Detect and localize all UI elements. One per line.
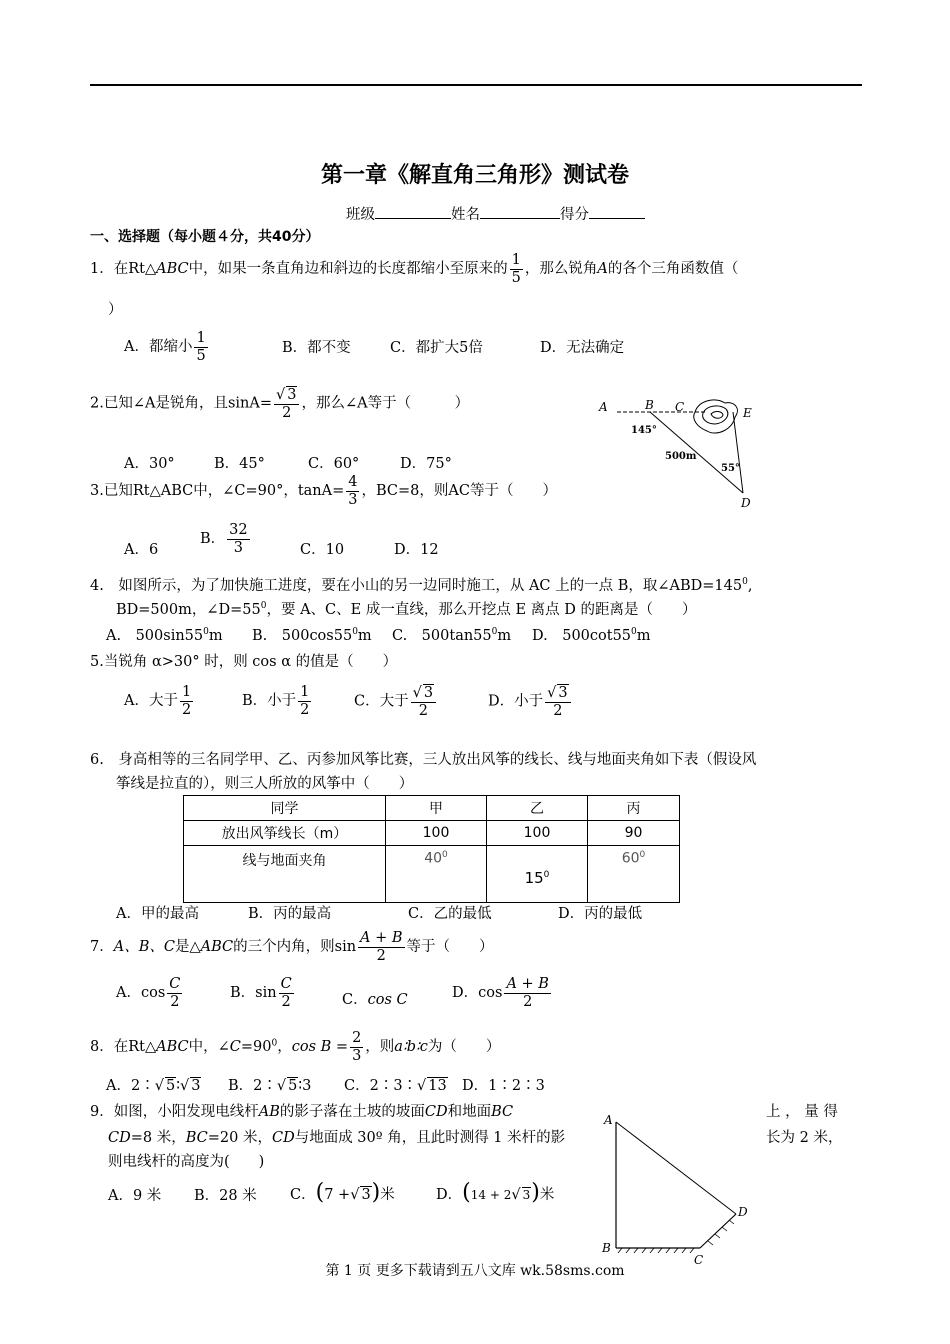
top-rule: [90, 84, 862, 86]
page-title: 第一章《解直角三角形》测试卷: [320, 163, 629, 188]
q8-option-a[interactable]: A．2∶√ 5∶√ 3: [106, 1078, 201, 1094]
opt-text: B．小于: [242, 693, 297, 710]
q4-text: ，要 A、C、E 成一直线，那么开挖点 E 离点 D 的距离是（ ）: [266, 602, 697, 618]
question-9-line-1: [90, 1100, 513, 1121]
frac-den: 3: [352, 1047, 362, 1064]
ratio: ∶: [298, 1078, 303, 1094]
frac-num: 2: [352, 1030, 362, 1046]
q8-text: 为（ ）: [427, 1039, 501, 1056]
degree: 0: [442, 850, 448, 860]
table-header: 同学: [184, 796, 386, 821]
three: 3: [302, 1078, 312, 1094]
q5-option-b[interactable]: [242, 684, 313, 718]
q2-option-b[interactable]: B．45°: [214, 456, 265, 472]
hill-contour: [694, 400, 738, 433]
q5-option-d[interactable]: [488, 684, 573, 719]
section-heading: 一、选择题（每小题４分，共40分）: [90, 229, 320, 245]
angle-value: 15: [524, 869, 544, 887]
q9-cd: CD: [424, 1104, 448, 1120]
frac-den: 2: [300, 701, 310, 718]
question-4-line-1: [90, 574, 752, 595]
unit: m: [208, 628, 223, 644]
unit: 米: [539, 1187, 555, 1203]
frac-num: 1: [181, 684, 192, 700]
q8-c: C: [229, 1039, 241, 1056]
frac-den: 2: [358, 947, 405, 965]
q3-text: 3.已知Rt△ABC中，∠C=90°，tanA=: [90, 483, 345, 500]
opt-text: D．: [436, 1187, 463, 1203]
frac-den: 3: [227, 539, 249, 557]
name-label: 姓名: [451, 207, 480, 223]
paren: (: [315, 1180, 325, 1205]
label-b: B: [602, 1241, 611, 1255]
q9-option-d[interactable]: D．(14 + 2√ 3)米: [436, 1180, 555, 1205]
opt-text: A. 500sin55: [106, 628, 204, 644]
q4-option-a[interactable]: [106, 624, 223, 645]
q1-opt-a-fraction: [194, 330, 207, 364]
q2-text: 2.已知∠A是锐角，且sinA=: [90, 395, 272, 412]
degree: 0: [203, 627, 209, 638]
table-cell: 90: [588, 821, 680, 846]
frac-den: 2: [181, 701, 192, 718]
q7-text: 等于（ ）: [406, 939, 494, 956]
sqrt: 3: [522, 1188, 531, 1202]
fraction: [545, 684, 570, 719]
q7-abc: ABC: [200, 939, 234, 956]
unit: m: [357, 628, 372, 644]
question-9-line-3: 则电线杆的高度为( ): [108, 1154, 265, 1170]
q6-option-b[interactable]: B．丙的最高: [248, 906, 332, 922]
degree: 0: [352, 627, 358, 638]
q8-option-b[interactable]: B．2∶√ 5∶3: [228, 1078, 312, 1094]
q9-option-a[interactable]: A．9 米: [108, 1188, 162, 1204]
q8-abc: ABC: [156, 1039, 189, 1056]
q9-bc: BC: [491, 1104, 514, 1120]
frac-num: C: [169, 976, 181, 992]
opt-text: C．: [342, 992, 368, 1008]
table-cell: 放出风筝线长（m）: [184, 821, 386, 846]
label-a: A: [599, 400, 608, 414]
q1-text: 中，如果一条直角边和斜边的长度都缩小至原来的: [188, 261, 508, 278]
q1-option-b[interactable]: B．都不变: [282, 340, 351, 356]
q6-option-d[interactable]: D．丙的最低: [558, 906, 643, 922]
opt-text: D．小于: [488, 693, 544, 710]
q4-option-b[interactable]: [252, 624, 372, 645]
unit: m: [497, 628, 512, 644]
q9-option-c[interactable]: C．(7 +√ 3)米: [290, 1180, 395, 1205]
question-5: 5.当锐角 α>30° 时，则 cos α 的值是（ ）: [90, 654, 398, 670]
sqrt: 3: [558, 685, 568, 701]
q1-option-d[interactable]: D．无法确定: [540, 340, 625, 356]
label-d: D: [738, 1205, 748, 1219]
q1-abc: ABC: [156, 261, 189, 278]
opt-text: B. 500cos55: [252, 628, 353, 644]
table-cell: 100: [487, 821, 588, 846]
sqrt: 3: [191, 1078, 201, 1094]
line-ed: [733, 412, 743, 493]
q3-fraction: [346, 474, 359, 508]
page-footer: 第 1 页 更多下载请到五八文库 wk.58sms.com: [325, 1263, 625, 1279]
q3-option-c[interactable]: C．10: [300, 542, 345, 558]
q6-option-c[interactable]: C．乙的最低: [408, 906, 492, 922]
frac-num: √ 3: [547, 685, 568, 701]
unit: 米: [380, 1187, 395, 1203]
q8-ratio: a∶b∶c: [394, 1039, 428, 1056]
q7-option-b[interactable]: [230, 976, 296, 1010]
label-c: C: [694, 1253, 704, 1267]
fraction: [504, 976, 551, 1010]
table-cell: 100: [386, 821, 487, 846]
q2-frac-den: 2: [274, 404, 299, 422]
q2-option-c[interactable]: C．60°: [308, 456, 360, 472]
angle-value: 60: [621, 850, 640, 867]
sqrt: 5: [288, 1078, 298, 1094]
label-d: D: [741, 496, 751, 510]
sqrt: 13: [428, 1078, 447, 1094]
q1-opt-a-text: A．都缩小: [124, 339, 193, 356]
question-3: [90, 474, 557, 508]
degree: 0: [639, 850, 646, 860]
q3-opt-b-text: B．: [200, 531, 226, 548]
table-header-row: [184, 796, 680, 821]
q7-fraction: [358, 930, 405, 964]
expr: 7 +: [324, 1187, 351, 1203]
opt-text: B．2∶: [228, 1078, 277, 1094]
q1-fraction: [510, 252, 523, 286]
frac-num: 4: [348, 474, 358, 490]
frac-num: √ 3: [412, 685, 434, 701]
q9-option-b[interactable]: B．28 米: [194, 1188, 257, 1204]
q2-text: ，那么∠A等于（ ）: [301, 395, 470, 412]
opt-text: C. 500tan55: [392, 628, 492, 644]
q1-text: 1．在Rt△: [90, 261, 157, 278]
sqrt: 3: [361, 1187, 371, 1203]
q5-option-c[interactable]: [354, 684, 438, 719]
frac-den: 2: [545, 702, 570, 720]
hill-contour: [703, 406, 728, 424]
label-b: B: [645, 398, 654, 412]
opt-text: A．大于: [124, 693, 178, 710]
frac-den: 2: [411, 702, 436, 720]
student-info-line: [346, 203, 645, 224]
label-500m: 500m: [665, 451, 697, 462]
q7-text: 的三个内角，则: [233, 939, 335, 956]
q8-text: ，则: [365, 1039, 395, 1056]
q5-option-a[interactable]: [124, 684, 195, 718]
frac-num: A + B: [360, 930, 403, 946]
q7-ital: A、B、C: [113, 939, 175, 956]
q4-option-c[interactable]: [392, 624, 511, 645]
q1-text: ，那么锐角: [524, 261, 598, 278]
q3-opt-b-fraction: [227, 522, 249, 556]
q7-option-c[interactable]: [342, 988, 408, 1009]
frac-num: C: [280, 976, 292, 992]
table-header: 乙: [487, 796, 588, 821]
degree: 0: [491, 627, 498, 638]
sqrt: 5: [165, 1078, 176, 1094]
frac-den: 2: [167, 993, 182, 1011]
question-4-line-2: [116, 598, 696, 619]
label-c: C: [675, 400, 685, 414]
table-header: 丙: [588, 796, 680, 821]
q8-text: 8．在Rt△: [90, 1039, 157, 1056]
q8-option-d[interactable]: D．1∶2∶3: [462, 1078, 545, 1094]
label-angle-55: 55°: [721, 463, 740, 474]
class-blank[interactable]: [375, 204, 451, 219]
sun-ray: [616, 1122, 736, 1214]
cos: cos: [478, 985, 503, 1002]
question-2: [90, 386, 469, 421]
opt-text: A．: [116, 985, 141, 1002]
frac-num: 1: [300, 684, 310, 700]
pole-figure: [598, 1108, 758, 1268]
table-cell: [487, 846, 588, 903]
q3-option-d[interactable]: D．12: [394, 542, 439, 558]
q8-cosb: cos B =: [291, 1039, 349, 1056]
q9-ab: AB: [258, 1104, 280, 1120]
question-1: [90, 252, 738, 286]
question-7: [90, 930, 494, 964]
q2-option-a[interactable]: A．30°: [124, 456, 175, 472]
q3-option-b[interactable]: [200, 522, 252, 556]
frac-den: 2: [504, 993, 551, 1011]
q4-degree: 0: [742, 577, 748, 588]
label-angle-145: 145°: [631, 425, 657, 436]
score-label: 得分: [560, 207, 589, 223]
q7-option-d[interactable]: [452, 976, 553, 1010]
q1-a: A: [597, 261, 608, 278]
opt-text: C．大于: [354, 693, 409, 710]
fraction: [180, 684, 193, 718]
label-e: E: [743, 406, 752, 420]
sin: sin: [255, 985, 277, 1002]
opt-text: B．: [230, 985, 256, 1002]
frac-num: 1: [196, 330, 206, 346]
table-row: [184, 846, 680, 903]
question-6-line-1: 6. 身高相等的三名同学甲、乙、丙参加风筝比赛，三人放出风筝的线长、线与地面夹角如下表（假设风: [90, 752, 757, 768]
slope-cd: [700, 1214, 736, 1248]
q6-option-a[interactable]: A．甲的最高: [116, 906, 199, 922]
q4-degree: 0: [260, 601, 267, 612]
name-blank[interactable]: [480, 204, 560, 219]
frac-num: 32: [229, 522, 248, 538]
q1-option-c[interactable]: C．都扩大5倍: [390, 340, 483, 356]
paren: ): [531, 1180, 540, 1205]
opt-text: A．2∶: [106, 1078, 155, 1094]
table-row: [184, 821, 680, 846]
q9-bc: BC: [185, 1130, 208, 1146]
opt-text: D. 500cot55: [532, 628, 632, 644]
q9-text: =20 米，: [207, 1130, 272, 1146]
frac-den: 3: [348, 491, 358, 508]
q4-option-d[interactable]: [532, 624, 651, 645]
q4-text: BD=500m，∠D=55: [116, 602, 261, 618]
q9-line-1-end: 上 ， 量 得: [766, 1104, 838, 1120]
opt-text: D．: [452, 985, 479, 1002]
q9-line-2-end: 长为 2 米，: [766, 1130, 843, 1146]
question-6-line-2: 筝线是拉直的），则三人所放的风筝中（ ）: [116, 776, 414, 792]
class-label: 班级: [346, 207, 375, 223]
cos: cos: [140, 985, 166, 1002]
q3-text: ，BC=8，则AC等于（ ）: [361, 483, 557, 500]
degree: 0: [543, 870, 550, 880]
q2-fraction: [274, 386, 299, 421]
expr: 14 + 2: [470, 1188, 512, 1202]
ratio: ∶: [176, 1078, 180, 1094]
frac-den: 2: [279, 993, 294, 1011]
table-cell: [588, 846, 680, 903]
q8-text: ，: [277, 1039, 292, 1056]
degree: 0: [271, 1038, 278, 1049]
cos-c: cos C: [367, 992, 408, 1008]
frac-num: A + B: [506, 976, 549, 992]
hill-contour: [711, 411, 723, 418]
opt-text: C．: [290, 1187, 316, 1203]
fraction: [298, 684, 311, 718]
q1-close-paren: ）: [108, 302, 123, 318]
q9-cd: CD: [108, 1130, 131, 1146]
unit: m: [636, 628, 651, 644]
angle-value: 40: [424, 850, 443, 867]
q4-text: ,: [747, 578, 753, 594]
question-9-line-2: [108, 1126, 565, 1147]
paren: (: [462, 1180, 471, 1205]
question-8: [90, 1030, 500, 1064]
q8-text: =90: [240, 1039, 272, 1056]
q3-option-a[interactable]: A．6: [124, 542, 159, 558]
mountain-figure: [595, 395, 770, 510]
kite-table: [183, 795, 680, 903]
q8-option-c[interactable]: C．2∶3∶√ 13: [344, 1078, 447, 1094]
q2-sqrt: 3: [287, 387, 297, 403]
q1-frac-num: 1: [511, 252, 521, 268]
q8-fraction: [350, 1030, 363, 1064]
q9-text: 9．如图，小阳发现电线杆: [90, 1104, 259, 1120]
q7-text: 7．: [90, 939, 114, 956]
q4-text: 4. 如图所示，为了加快施工进度，要在小山的另一边同时施工，从 AC 上的一点 B，取∠ABD=145: [90, 578, 743, 594]
opt-text: C．2∶3∶: [344, 1078, 418, 1094]
frac-den: 5: [196, 347, 206, 364]
score-blank[interactable]: [589, 204, 645, 219]
q7-text: 是△: [174, 939, 201, 956]
q9-text: 的影子落在土坡的坡面: [279, 1104, 425, 1120]
sqrt: 3: [423, 685, 434, 701]
table-cell: 线与地面夹角: [184, 846, 386, 903]
q2-option-d[interactable]: D．75°: [400, 456, 452, 472]
table-cell: [386, 846, 487, 903]
label-a: A: [604, 1113, 613, 1127]
q8-text: 中，∠: [188, 1039, 230, 1056]
q1-text: 的各个三角函数值（: [607, 261, 739, 278]
fraction: [167, 976, 182, 1010]
table-header: 甲: [386, 796, 487, 821]
q7-option-a[interactable]: [116, 976, 184, 1010]
fraction: [279, 976, 294, 1010]
q9-cd: CD: [271, 1130, 295, 1146]
q9-text: =8 米，: [130, 1130, 186, 1146]
degree: 0: [631, 627, 637, 638]
q7-sin: sin: [334, 939, 357, 956]
fraction: [411, 684, 436, 719]
q9-text: 与地面成 30º 角，且此时测得 1 米杆的影: [294, 1130, 566, 1146]
q9-text: 和地面: [447, 1104, 492, 1120]
q2-frac-num: √ 3: [276, 387, 297, 403]
paren: ): [371, 1180, 381, 1205]
q1-option-a[interactable]: [124, 330, 210, 364]
q1-frac-den: 5: [511, 269, 521, 286]
